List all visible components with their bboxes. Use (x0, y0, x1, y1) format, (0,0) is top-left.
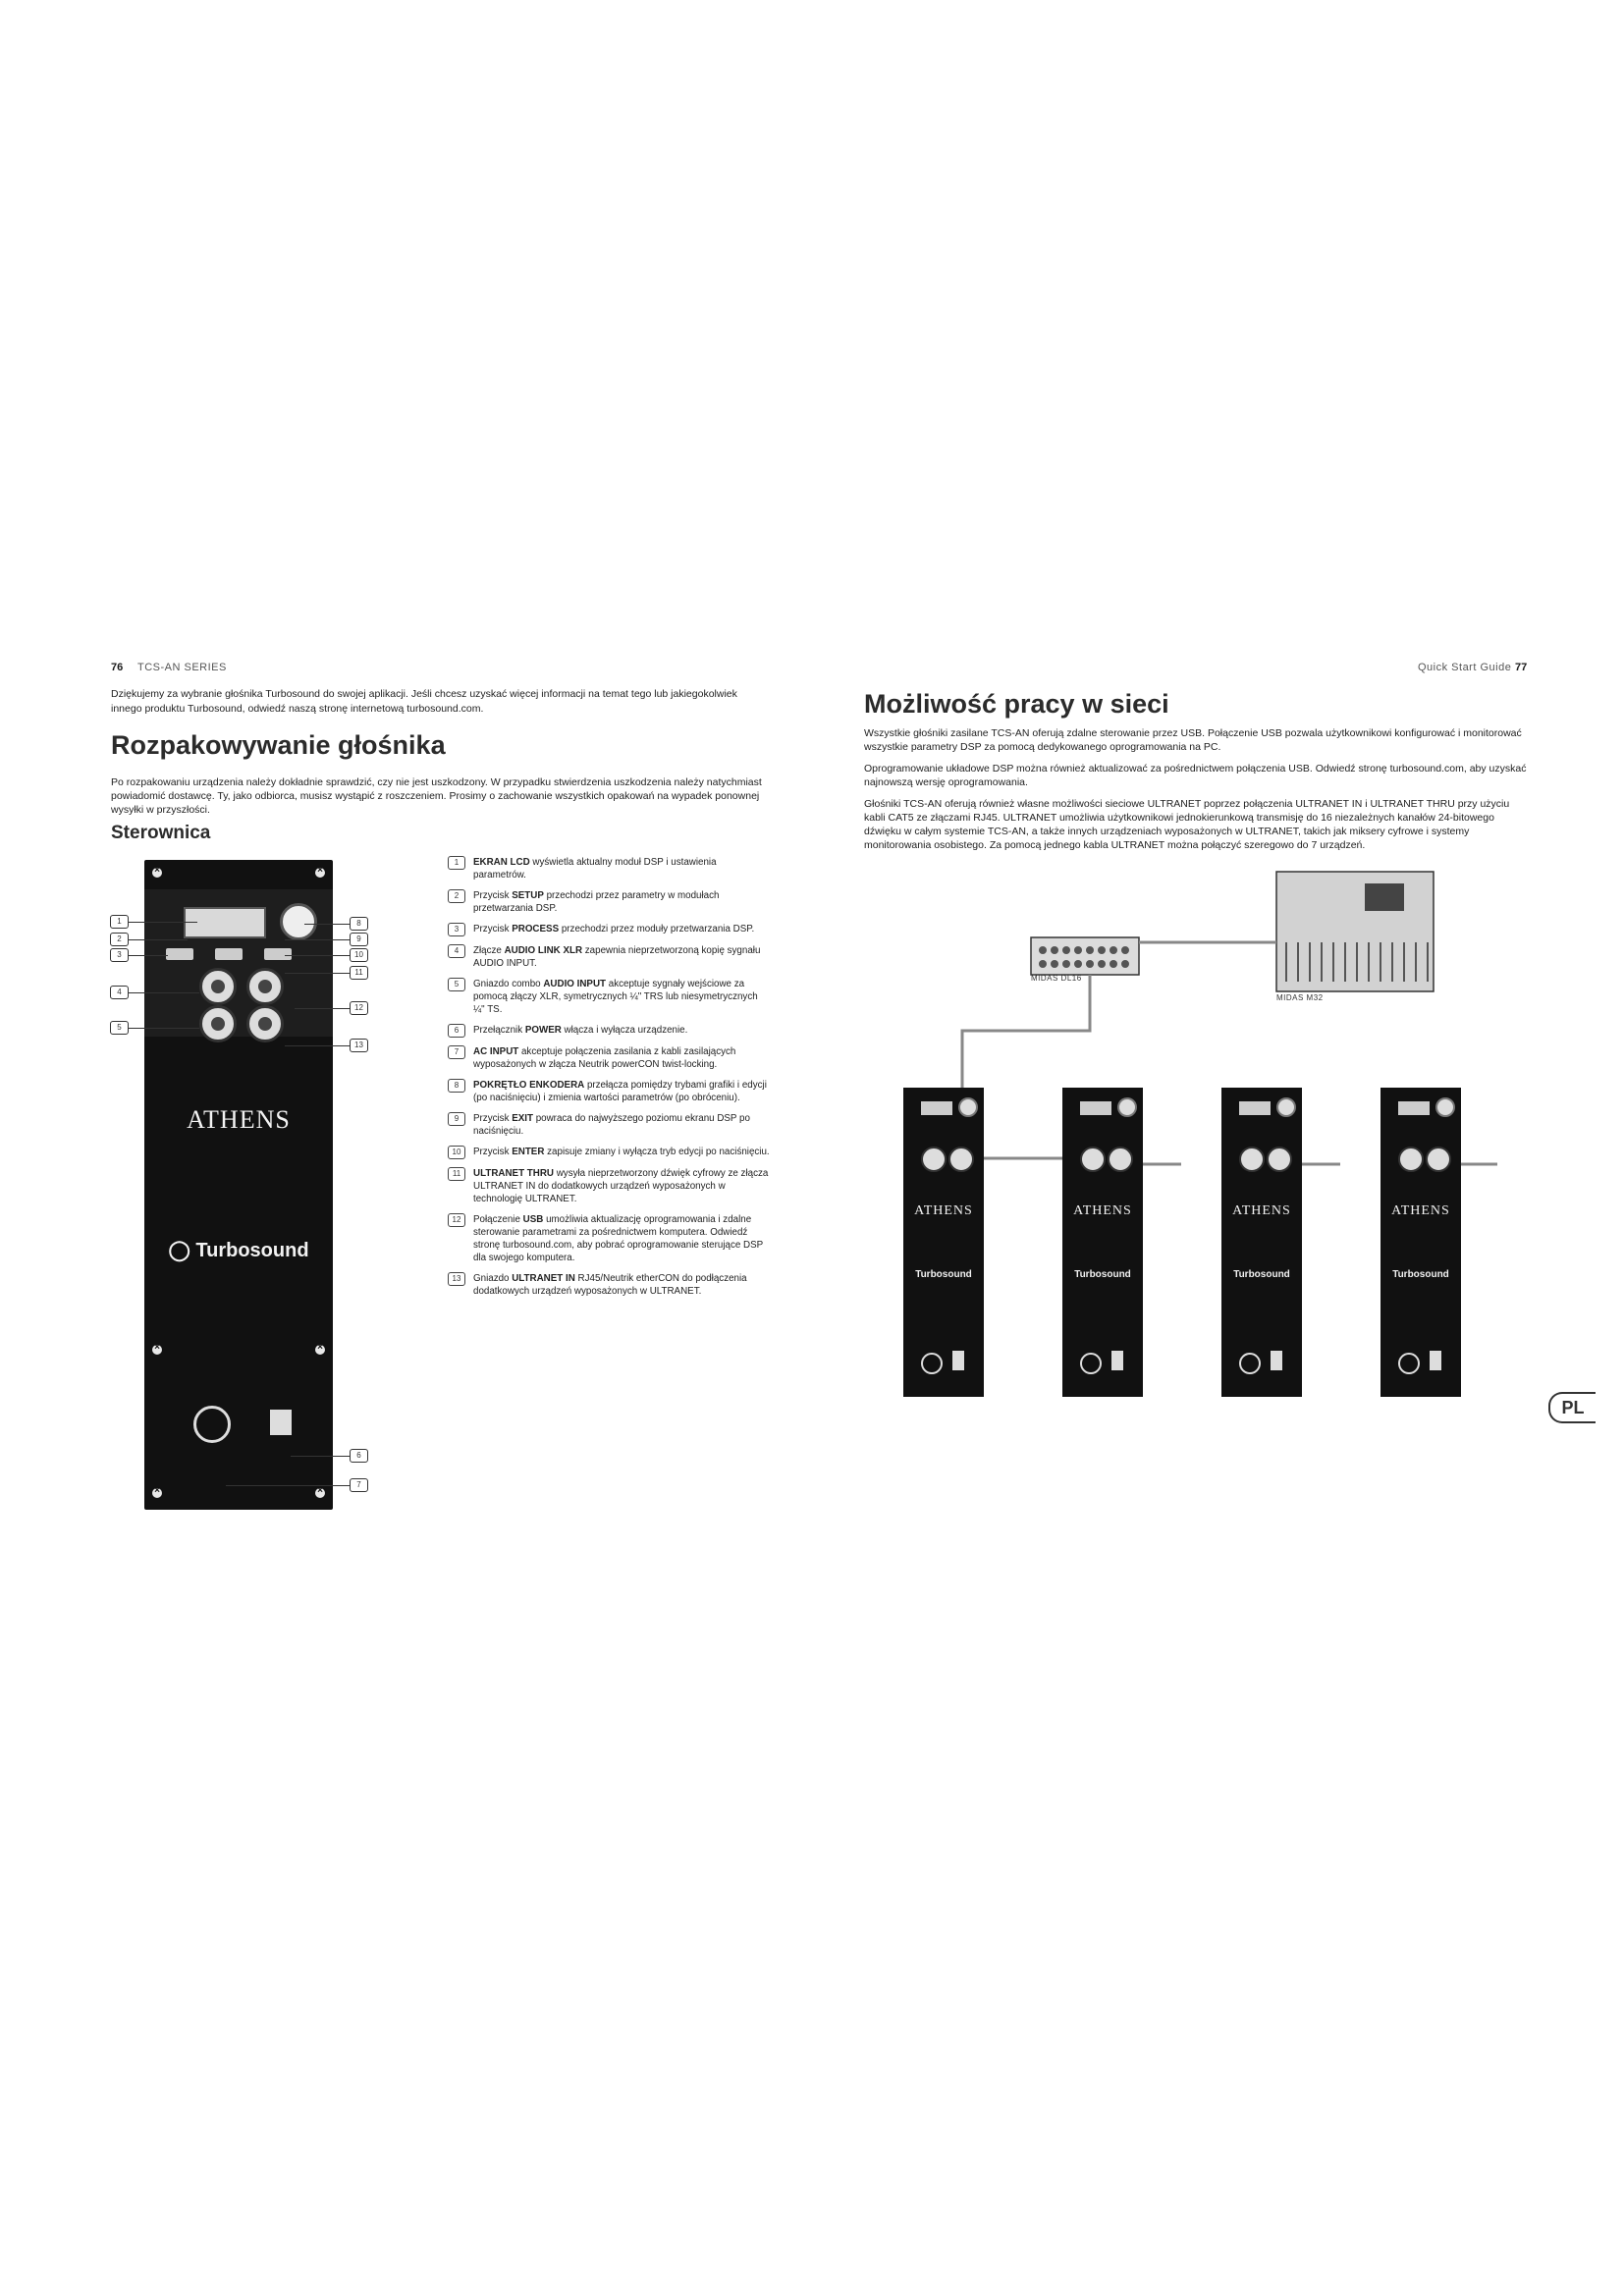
mini-athens-brand: ATHENS (914, 1203, 973, 1218)
leader-line (285, 1045, 350, 1046)
item-number: 13 (448, 1272, 465, 1286)
feature-item (448, 1045, 772, 1071)
item-number: 3 (448, 923, 465, 936)
turbosound-logo-icon: ◯ (168, 1240, 196, 1261)
callout-13: 13 (350, 1039, 368, 1052)
ultranet-thru-connector (246, 968, 284, 1005)
item-number: 7 (448, 1045, 465, 1059)
feature-item (448, 856, 772, 881)
leader-line (291, 1456, 350, 1457)
network-paragraph-2: Oprogramowanie układowe DSP można również aktualizować za pośrednictwem połączenia USB. Odwiedź stronę turbosound.com, aby uzyskać najnowszą wersję oprogramowania. (864, 763, 1527, 788)
item-text: Złącze AUDIO LINK XLR zapewnia nieprzetworzoną kopię sygnału AUDIO INPUT. (473, 945, 761, 969)
feature-list (448, 856, 772, 1306)
mini-lcd (921, 1101, 952, 1115)
screw-icon (152, 868, 162, 878)
feature-item (448, 1272, 772, 1298)
feature-item (448, 1167, 772, 1205)
item-text: Gniazdo ULTRANET IN RJ45/Neutrik etherCON do podłączenia dodatkowych urządzeń wyposażonych w ULTRANET. (473, 1273, 747, 1297)
mini-powercon (1080, 1353, 1102, 1374)
feature-item (448, 889, 772, 915)
callout-8: 8 (350, 917, 368, 931)
feature-item (448, 1146, 772, 1159)
midas-m32-console (1276, 872, 1434, 991)
mini-athens-brand: ATHENS (1232, 1203, 1291, 1218)
feature-item (448, 1213, 772, 1264)
feature-item (448, 978, 772, 1016)
mini-lcd (1239, 1101, 1271, 1115)
mini-knob (1117, 1097, 1137, 1117)
language-tab: PL (1548, 1392, 1596, 1423)
item-number: 11 (448, 1167, 465, 1181)
mini-switch (1430, 1351, 1441, 1370)
network-speaker-1 (903, 1088, 984, 1397)
item-text: AC INPUT akceptuje połączenia zasilania z kabli zasilających wyposażonych w złącza Neutrik powerCON twist-locking. (473, 1046, 736, 1070)
feature-item (448, 944, 772, 970)
feature-item (448, 1079, 772, 1104)
item-text: Przycisk PROCESS przechodzi przez moduły przetwarzania DSP. (473, 924, 755, 934)
leader-line (304, 924, 350, 925)
process-button[interactable] (215, 948, 243, 960)
item-number: 1 (448, 856, 465, 870)
mini-connector (1398, 1147, 1424, 1172)
mini-athens-brand: ATHENS (1391, 1203, 1450, 1218)
leader-line (285, 973, 350, 974)
item-number: 5 (448, 978, 465, 991)
label-midas-m32: MIDAS M32 (1276, 993, 1324, 1002)
item-number: 9 (448, 1112, 465, 1126)
mini-switch (952, 1351, 964, 1370)
item-text: Przycisk EXIT powraca do najwyższego poziomu ekranu DSP po naciśnięciu. (473, 1113, 750, 1137)
mini-turbosound-logo: Turbosound (1233, 1269, 1290, 1280)
callout-9: 9 (350, 933, 368, 946)
callout-1: 1 (110, 915, 129, 929)
lcd-display (184, 907, 266, 938)
exit-button[interactable] (264, 948, 292, 960)
callout-6: 6 (350, 1449, 368, 1463)
feature-item (448, 1024, 772, 1038)
network-paragraph-1: Wszystkie głośniki zasilane TCS-AN oferują zdalne sterowanie przez USB. Połączenie USB pozwala użytkownikowi konfigurować i monitorować wszystkie parametry DSP za pomocą dedykowanego oprogramowania na PC. (864, 727, 1522, 753)
network-paragraph-3: Głośniki TCS-AN oferują również własne możliwości sieciowe ULTRANET poprzez połączenia ULTRANET IN i ULTRANET THRU przy użyciu kabli CAT5 ze złączami RJ45. ULTRANET umożliwia użytkownikowi jednokierunkową transmisję do 16 niezależnych kanałów 24-bitowego dźwięku w całym systemie TCS-AN, a także innych urządzeniach wyposażonych w ULTRANET, takich jak miksery cyfrowe i systemy monitorowania osobistego. Za pomocą jednego kabla ULTRANET można połączyć szeregowo do 7 urządzeń. (864, 798, 1510, 851)
page-number-right: 77 (1515, 662, 1528, 673)
audio-link-xlr-connector (199, 968, 237, 1005)
mini-knob (958, 1097, 978, 1117)
network-heading: Możliwość pracy w sieci (864, 689, 1169, 719)
feature-item (448, 1112, 772, 1138)
callout-7: 7 (350, 1478, 368, 1492)
mini-turbosound-logo: Turbosound (915, 1269, 972, 1280)
audio-input-combo-connector (199, 1005, 237, 1042)
item-text: Przycisk ENTER zapisuje zmiany i wyłącza tryb edycji po naciśnięciu. (473, 1147, 770, 1157)
mini-connector (948, 1147, 974, 1172)
athens-brand: ATHENS (187, 1105, 291, 1134)
callout-5: 5 (110, 1021, 129, 1035)
leader-line (226, 1485, 350, 1486)
leader-line (285, 939, 350, 940)
unpacking-heading: Rozpakowywanie głośnika (111, 730, 446, 760)
item-number: 10 (448, 1146, 465, 1159)
callout-3: 3 (110, 948, 129, 962)
callout-4: 4 (110, 986, 129, 999)
mini-connector (1239, 1147, 1265, 1172)
callout-12: 12 (350, 1001, 368, 1015)
screw-icon (315, 868, 325, 878)
screw-icon (315, 1345, 325, 1355)
item-number: 6 (448, 1024, 465, 1038)
powercon-input (193, 1406, 231, 1443)
item-text: Przełącznik POWER włącza i wyłącza urządzenie. (473, 1025, 688, 1036)
midas-dl16-unit (1031, 937, 1139, 975)
leader-line (129, 939, 188, 940)
network-speaker-4 (1380, 1088, 1461, 1397)
mini-connector (1108, 1147, 1133, 1172)
network-speaker-2 (1062, 1088, 1143, 1397)
ultranet-in-connector (246, 1005, 284, 1042)
mini-turbosound-logo: Turbosound (1074, 1269, 1131, 1280)
item-text: Gniazdo combo AUDIO INPUT akceptuje sygnały wejściowe za pomocą złączy XLR, symetrycznych ¼" TRS lub niesymetrycznych ¼" TS. (473, 979, 758, 1015)
mini-switch (1271, 1351, 1282, 1370)
feature-item (448, 923, 772, 936)
screw-icon (315, 1488, 325, 1498)
mini-turbosound-logo: Turbosound (1392, 1269, 1449, 1280)
item-number: 4 (448, 944, 465, 958)
item-number: 2 (448, 889, 465, 903)
mini-connector (1426, 1147, 1451, 1172)
item-number: 12 (448, 1213, 465, 1227)
series-title: TCS-AN SERIES (137, 662, 227, 673)
leader-line (129, 992, 199, 993)
mini-knob (1276, 1097, 1296, 1117)
callout-2: 2 (110, 933, 129, 946)
item-text: POKRĘTŁO ENKODERA przełącza pomiędzy trybami grafiki i edycji (po naciśnięciu) i zmienia wartości parametrów (po obróceniu). (473, 1080, 767, 1103)
leader-line (129, 1028, 199, 1029)
leader-line (285, 955, 350, 956)
item-text: EKRAN LCD wyświetla aktualny moduł DSP i ustawienia parametrów. (473, 857, 717, 881)
page-number-left: 76 (111, 662, 124, 673)
screw-icon (152, 1345, 162, 1355)
mini-knob (1435, 1097, 1455, 1117)
callout-10: 10 (350, 948, 368, 962)
control-section (144, 889, 333, 1037)
callout-11: 11 (350, 966, 368, 980)
setup-button[interactable] (166, 948, 193, 960)
item-number: 8 (448, 1079, 465, 1093)
mini-connector (1080, 1147, 1106, 1172)
unpacking-paragraph: Po rozpakowaniu urządzenia należy dokładnie sprawdzić, czy nie jest uszkodzony. W przypadku stwierdzenia uszkodzenia należy natychmiast powiadomić dostawcę. Ty, jako odbiorca, musisz wystąpić z roszczeniem. Prosimy o zachowanie wszystkich opakowań na wypadek ponownej wysyłki w przyszłości. (111, 776, 762, 816)
screw-icon (152, 1488, 162, 1498)
mini-lcd (1080, 1101, 1111, 1115)
mini-switch (1111, 1351, 1123, 1370)
control-panel-heading: Sterownica (111, 823, 211, 843)
speaker-rear-panel (144, 860, 333, 1510)
turbosound-logo: ◯ Turbosound (168, 1240, 309, 1261)
item-text: Połączenie USB umożliwia aktualizację oprogramowania i zdalne sterowanie parametrami za pośrednictwem komputera. Odwiedź stronę turbosound.com, aby pobrać oprogramowanie sterujące DSP dla swojego komputera. (473, 1214, 763, 1263)
label-midas-dl16: MIDAS DL16 (1031, 974, 1082, 983)
mini-lcd (1398, 1101, 1430, 1115)
m32-screen (1365, 883, 1404, 911)
mini-athens-brand: ATHENS (1073, 1203, 1132, 1218)
leader-line (129, 922, 197, 923)
mini-powercon (1239, 1353, 1261, 1374)
mini-connector (921, 1147, 947, 1172)
leader-line (129, 955, 168, 956)
network-speaker-3 (1221, 1088, 1302, 1397)
item-text: ULTRANET THRU wysyła nieprzetworzony dźwięk cyfrowy ze złącza ULTRANET IN do dodatkowych urządzeń wyposażonych w technologię ULTRANET. (473, 1168, 769, 1204)
encoder-knob[interactable] (280, 903, 317, 940)
mini-powercon (1398, 1353, 1420, 1374)
power-switch[interactable] (270, 1410, 292, 1435)
item-text: Przycisk SETUP przechodzi przez parametry w modułach przetwarzania DSP. (473, 890, 720, 914)
guide-title: Quick Start Guide (1418, 662, 1512, 673)
mini-connector (1267, 1147, 1292, 1172)
intro-paragraph: Dziękujemy za wybranie głośnika Turbosound do swojej aplikacji. Jeśli chcesz uzyskać więcej informacji na temat tego lub jakiegokolwiek innego produktu Turbosound, odwiedź naszą stronę internetową turbosound.com. (111, 688, 737, 715)
mini-powercon (921, 1353, 943, 1374)
leader-line (295, 1008, 350, 1009)
